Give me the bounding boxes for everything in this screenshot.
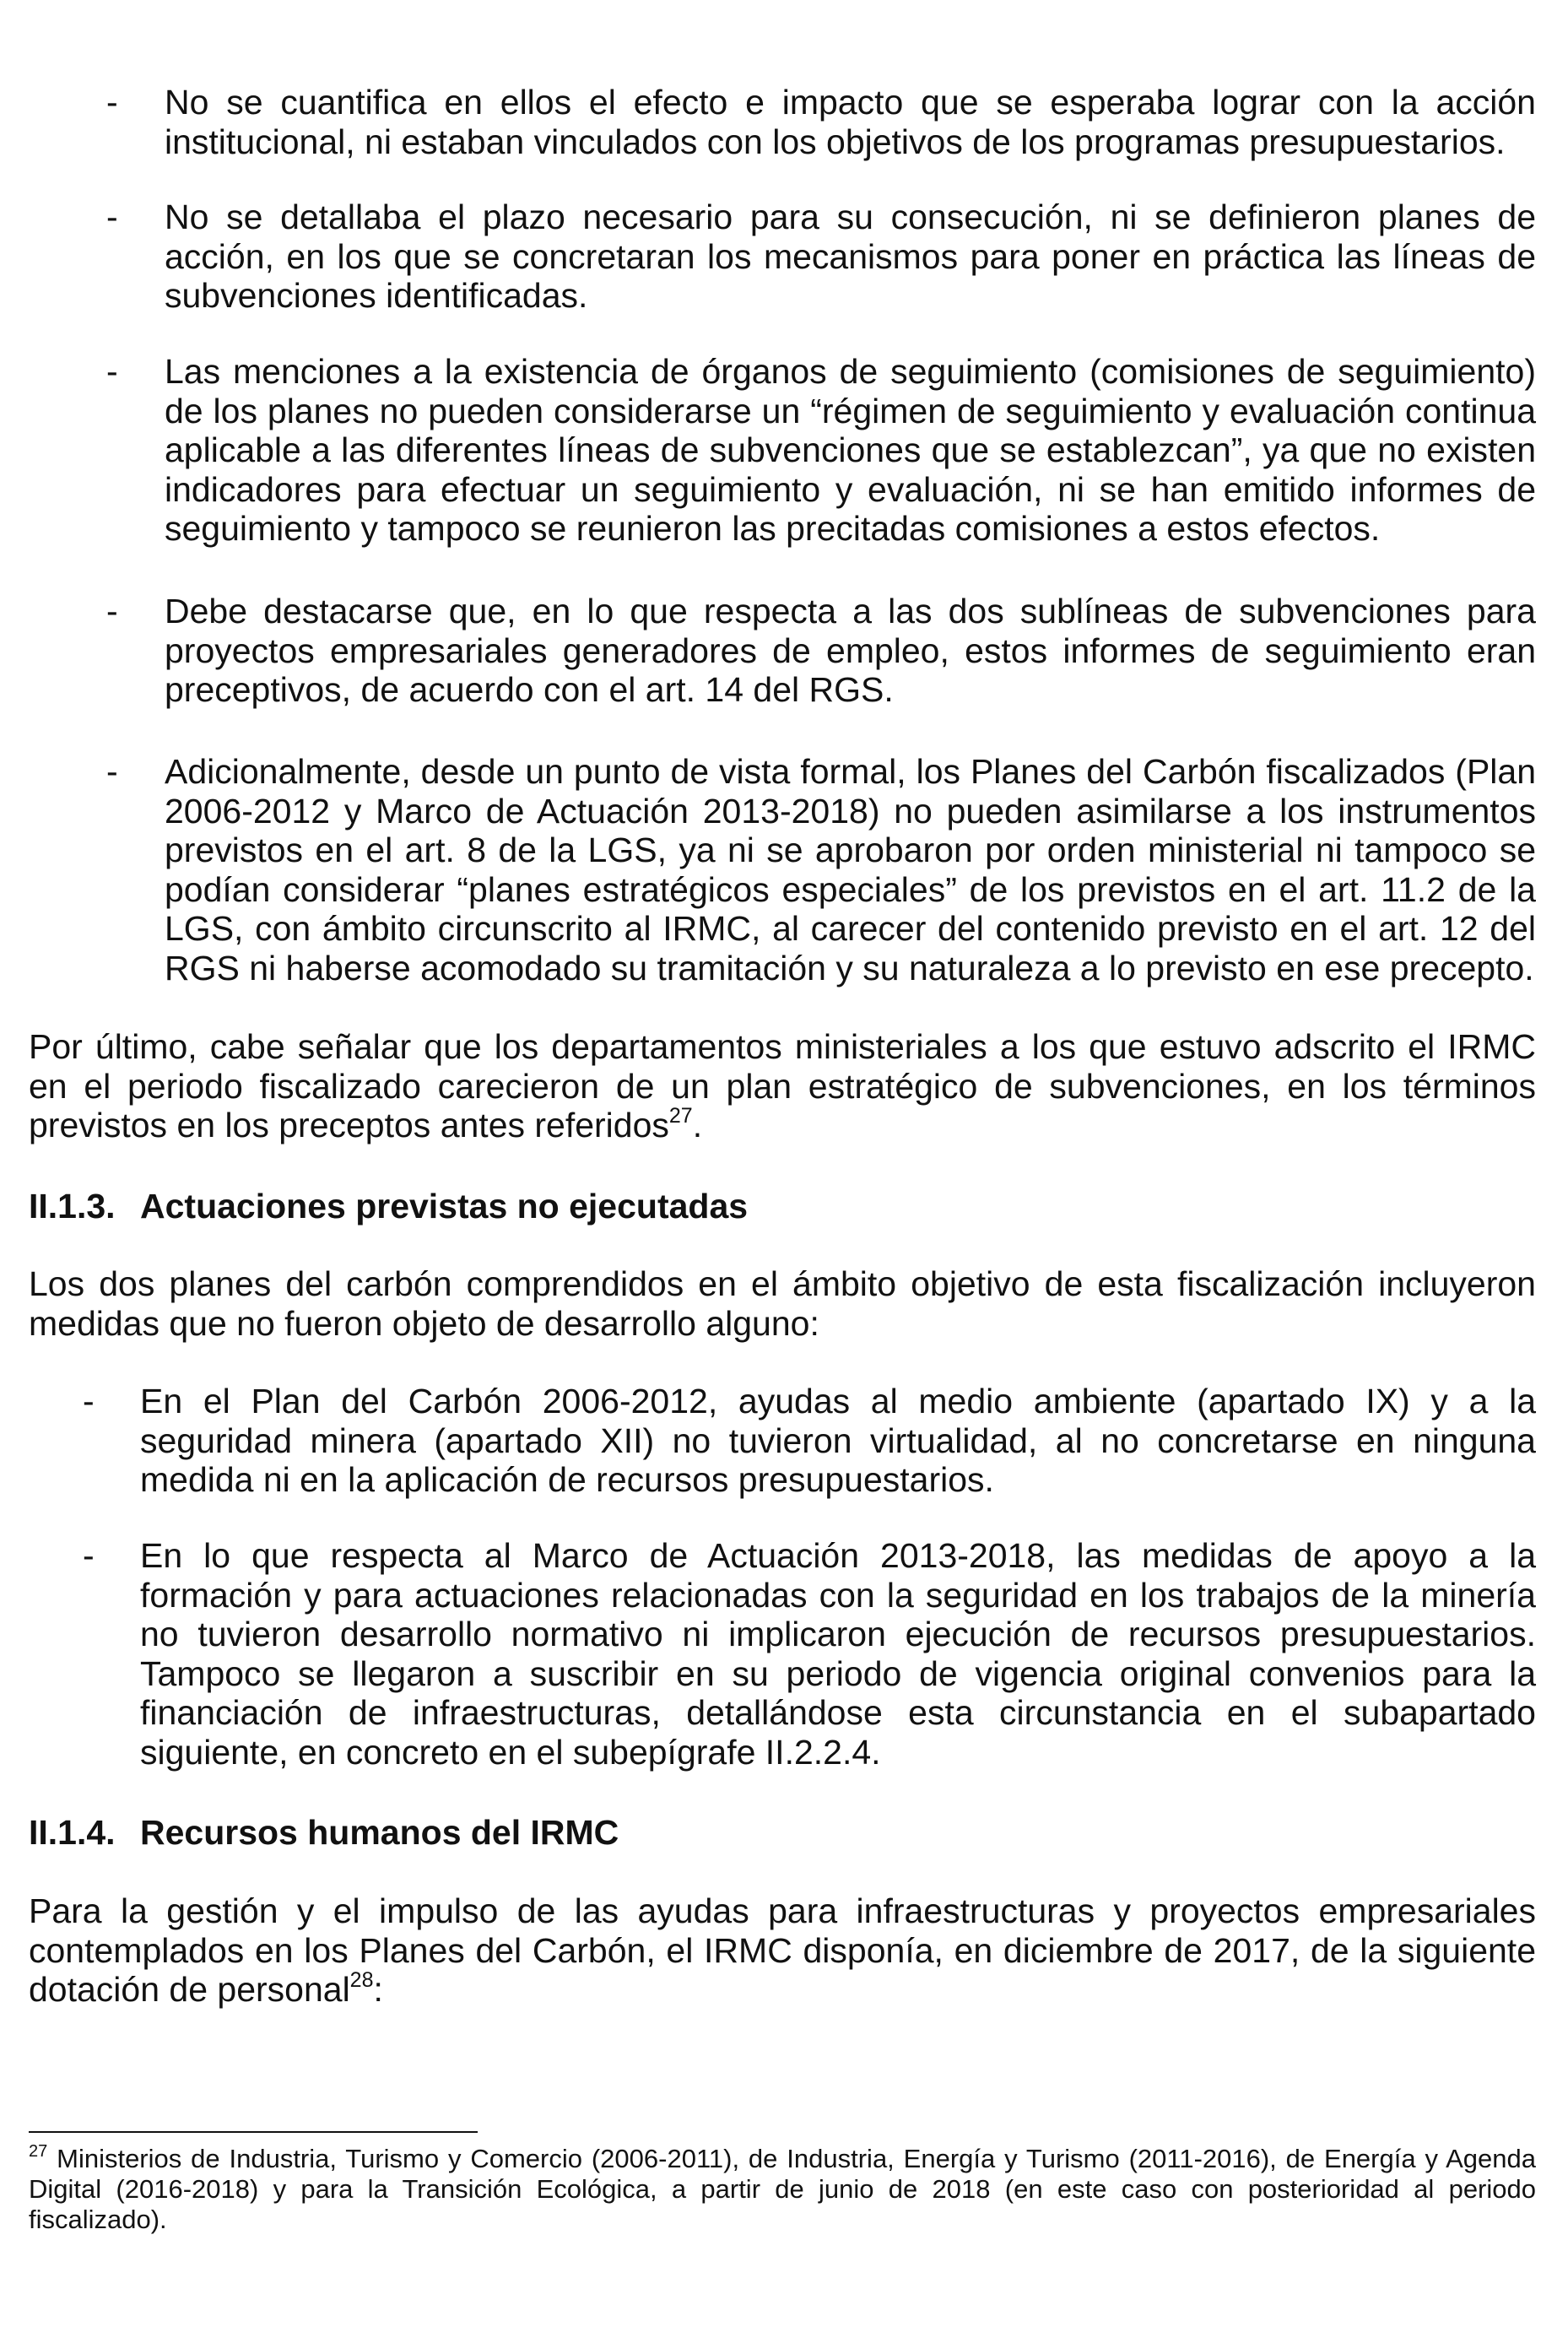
- bullet-dash: -: [106, 752, 118, 791]
- footnote-text: Ministerios de Industria, Turismo y Comercio (2006-2011), de Industria, Energía y Turismo (2011-2016), de Energía y Agenda Digital (2016-2018) y para la Transición Ecológica, a partir de junio de 2018 (en este caso con posterioridad al periodo fiscalizado).: [29, 2144, 1536, 2234]
- bullet-text: Adicionalmente, desde un punto de vista formal, los Planes del Carbón fiscalizados (Plan 2006-2012 y Marco de Actuación 2013-2018) no pueden asimilarse a los instrumentos previstos en el art. 8 de la LGS, ya ni se aprobaron por orden ministerial ni tampoco se podían considerar “planes estratégicos especiales” de los previstos en el art. 11.2 de la LGS, con ámbito circunscrito al IRMC, al carecer del contenido previsto en el art. 12 del RGS ni haberse acomodado su tramitación y su naturaleza a lo previsto en ese precepto.: [165, 752, 1536, 988]
- bullet-text: En lo que respecta al Marco de Actuación 2013-2018, las medidas de apoyo a la formación y para actuaciones relacionadas con la seguridad en los trabajos de la minería no tuvieron desarrollo normativo ni implicaron ejecución de recursos presupuestarios. Tampoco se llegaron a suscribir en su periodo de vigencia original convenios para la financiación de infraestructuras, detallándose esta circunstancia en el subapartado siguiente, en concreto en el subepígrafe II.2.2.4.: [140, 1536, 1536, 1772]
- bullet-dash: -: [83, 1536, 95, 1575]
- section-heading: [29, 1813, 619, 1853]
- section-title: Actuaciones previstas no ejecutadas: [140, 1187, 749, 1226]
- paragraph-text: Por último, cabe señalar que los departamentos ministeriales a los que estuvo adscrito el IRMC en el periodo fiscalizado carecieron de un plan estratégico de subvenciones, en los términos previstos en los preceptos antes referidos: [29, 1027, 1536, 1144]
- bullet-text: En el Plan del Carbón 2006-2012, ayudas al medio ambiente (apartado IX) y a la seguridad minera (apartado XII) no tuvieron virtualidad, al no concretarse en ninguna medida ni en la aplicación de recursos presupuestarios.: [140, 1382, 1536, 1499]
- section-title: Recursos humanos del IRMC: [140, 1813, 619, 1852]
- footnote-marker: 27: [29, 2141, 48, 2161]
- body-paragraph: [29, 1891, 1536, 2010]
- footnote-reference: 27: [668, 1104, 693, 1128]
- body-paragraph: [29, 1027, 1536, 1145]
- paragraph-tail: :: [373, 1970, 383, 2009]
- footnote-separator: [29, 2131, 478, 2133]
- bullet-dash: -: [106, 83, 118, 122]
- paragraph-text: Para la gestión y el impulso de las ayudas para infraestructuras y proyectos empresariales contemplados en los Planes del Carbón, el IRMC disponía, en diciembre de 2017, de la siguiente dotación de personal: [29, 1891, 1536, 2009]
- bullet-text: No se detallaba el plazo necesario para su consecución, ni se definieron planes de acción, en los que se concretaran los mecanismos para poner en práctica las líneas de subvenciones identificadas.: [165, 198, 1536, 315]
- section-number: II.1.4.: [29, 1813, 116, 1852]
- footnote: [29, 2141, 1536, 2235]
- paragraph-tail: .: [692, 1106, 703, 1144]
- footnote-reference: 28: [349, 1968, 374, 1993]
- bullet-dash: -: [83, 1382, 95, 1420]
- bullet-dash: -: [106, 352, 118, 391]
- bullet-dash: -: [106, 592, 118, 630]
- section-heading: [29, 1187, 748, 1226]
- bullet-text: Debe destacarse que, en lo que respecta a las dos sublíneas de subvenciones para proyectos empresariales generadores de empleo, estos informes de seguimiento eran preceptivos, de acuerdo con el art. 14 del RGS.: [165, 592, 1536, 709]
- bullet-text: Las menciones a la existencia de órganos de seguimiento (comisiones de seguimiento) de los planes no pueden considerarse un “régimen de seguimiento y evaluación continua aplicable a las diferentes líneas de subvenciones que se establezcan”, ya que no existen indicadores para efectuar un seguimiento y evaluación, ni se han emitido informes de seguimiento y tampoco se reunieron las precitadas comisiones a estos efectos.: [165, 352, 1536, 548]
- section-number: II.1.3.: [29, 1187, 116, 1226]
- bullet-dash: -: [106, 198, 118, 236]
- body-paragraph: Los dos planes del carbón comprendidos en el ámbito objetivo de esta fiscalización incluyeron medidas que no fueron objeto de desarrollo alguno:: [29, 1264, 1536, 1343]
- bullet-text: No se cuantifica en ellos el efecto e impacto que se esperaba lograr con la acción institucional, ni estaban vinculados con los objetivos de los programas presupuestarios.: [165, 83, 1536, 161]
